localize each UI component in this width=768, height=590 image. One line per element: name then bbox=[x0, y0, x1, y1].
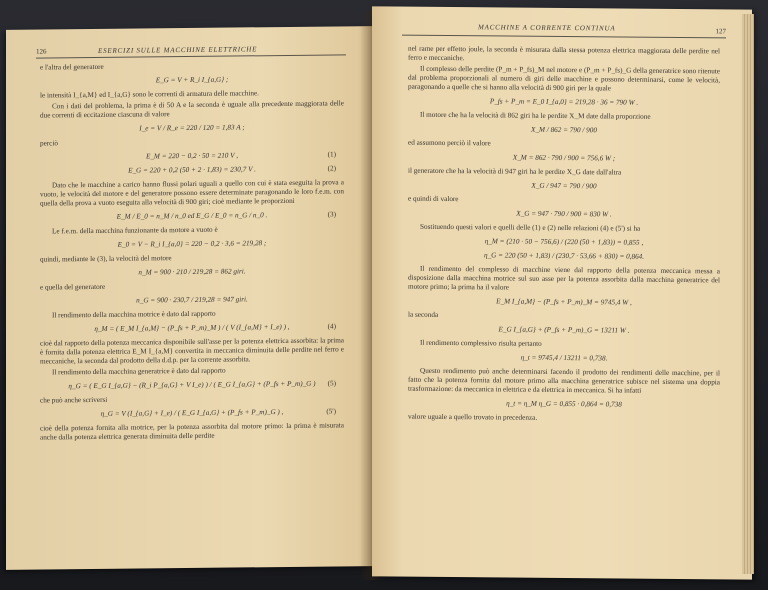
equation bbox=[40, 379, 344, 391]
equation bbox=[408, 325, 720, 337]
equation-text: E_M I_{a,M} − (P_fs + P_m)_M = 9745,4 W , bbox=[496, 297, 632, 307]
paragraph: nel rame per effetto joule, la seconda è misurata dalla stessa potenza elettrica maggiorata delle perdite nel ferro e meccaniche. bbox=[408, 44, 720, 63]
paragraph: Dato che le macchine a carico hanno flussi polari uguali a quello con cui è stata eseguita la prova a vuoto, le velocità del motore e del generatore possono essere determinate paragonando le loro f.e.m. con quella della prova a vuoto eseguita alla velocità di 900 giri; cioè mediante le proporzioni bbox=[40, 178, 344, 208]
page-edges bbox=[742, 14, 754, 574]
equation bbox=[40, 266, 344, 278]
equation-number: (1) bbox=[327, 150, 336, 159]
equation-text: E_G I_{a,G} + (P_fs + P_m)_G = 13211 W . bbox=[498, 325, 630, 335]
paragraph: quindi, mediante le (3), la velocità del motore bbox=[40, 254, 172, 264]
equation-text: P_fs + P_m = E_0 I_{a,0} = 219,28 · 36 = 790 W . bbox=[489, 97, 639, 107]
left-page-header bbox=[36, 44, 346, 58]
equation-text: η_M = ( E_M I_{a,M} − (P_fs + P_m)_M ) / ( V (I_{a,M} + I_e) ) , bbox=[94, 322, 290, 333]
paragraph: Il rendimento complessivo risulta pertanto bbox=[420, 338, 542, 348]
equation bbox=[40, 74, 344, 86]
equation bbox=[40, 164, 344, 176]
paragraph: perciò bbox=[40, 139, 58, 148]
equation-number: (4) bbox=[327, 322, 336, 331]
equation-text: η_G = ( E_G I_{a,G} − (R_i P_{a,G} + V I_e) ) / ( E_G I_{a,G} + (P_fs + P_m)_G ) bbox=[68, 379, 316, 391]
equation-text: η_M = (210 · 50 − 756,6) / (220 (50 + 1,83)) = 0,855 , bbox=[484, 237, 644, 247]
equation-text: η_t = η_M η_G = 0,855 · 0,864 = 0,738 bbox=[506, 399, 622, 409]
equation bbox=[40, 210, 344, 222]
equation bbox=[408, 237, 720, 249]
paragraph: Con i dati del problema, la prima è di 50 A e la seconda è uguale alla precedente maggiorata delle due correnti di eccitazione ciascuna di valore bbox=[40, 99, 344, 120]
equation-text: I_e = V / R_e = 220 / 120 = 1,83 A ; bbox=[139, 123, 245, 133]
equation bbox=[408, 153, 720, 165]
paragraph: ed assumono perciò il valore bbox=[408, 138, 491, 148]
equation-text: n_G = 900 · 230,7 / 219,28 = 947 giri. bbox=[136, 295, 248, 305]
paragraph: valore uguale a quello trovato in precedenza. bbox=[408, 412, 538, 422]
equation bbox=[408, 125, 720, 137]
paragraph: cioè della potenza fornita alla motrice, per la potenza assorbita dal motore primo: la prima è misurata anche dalla potenza elettrica generata diminuita delle perdite bbox=[40, 421, 344, 442]
equation-number: (5) bbox=[327, 379, 336, 388]
left-running-title: ESERCIZI SULLE MACCHINE ELETTRICHE bbox=[98, 45, 258, 55]
equation-text: η_G = 220 (50 + 1,83) / (230,7 · 53,66 + 830) = 0,864. bbox=[483, 251, 645, 261]
equation bbox=[408, 181, 720, 193]
paragraph: e quella del generatore bbox=[40, 282, 106, 292]
right-running-title: MACCHINE A CORRENTE CONTINUA bbox=[478, 23, 616, 33]
paragraph: e quindi di valore bbox=[408, 194, 459, 204]
equation bbox=[408, 297, 720, 309]
equation-text: E_M / E_0 = n_M / n_0 ed E_G / E_0 = n_G / n_0 . bbox=[116, 211, 268, 221]
paragraph: Il motore che ha la velocità di 862 giri ha le perdite X_M date dalla proporzione bbox=[420, 110, 651, 121]
equation-text: E_0 = V − R_i I_{a,0} = 220 − 0,2 · 3,6 = 219,28 ; bbox=[117, 239, 267, 249]
paragraph: e l'altra del generatore bbox=[40, 62, 104, 72]
paragraph: la seconda bbox=[408, 310, 439, 319]
equation-number: (5') bbox=[326, 407, 336, 416]
paragraph: Il rendimento della macchina motrice è dato dal rapporto bbox=[52, 309, 216, 320]
paragraph: Il complesso delle perdite (P_m + P_fs)_M nel motore e (P_m + P_fs)_G della generatrice sono ritenute dal problema proporzionali al numero di giri delle macchine e possono determinarsi, come le velocità, paragonando a quelle che si hanno alla velocità di 900 giri per la quale bbox=[408, 64, 720, 93]
equation bbox=[40, 238, 344, 250]
equation-number: (3) bbox=[327, 210, 336, 219]
equation bbox=[40, 294, 344, 306]
equation-text: η_G = V (I_{a,G} + I_e) / ( E_G I_{a,G} + (P_fs + P_m)_G ) , bbox=[100, 408, 284, 418]
equation bbox=[40, 150, 344, 162]
paragraph: le intensità I_{a,M} ed I_{a,G} sono le correnti di armatura delle macchine. bbox=[40, 89, 259, 100]
left-page-text bbox=[40, 60, 344, 549]
equation-text: X_M = 862 · 790 / 900 = 756,6 W ; bbox=[512, 153, 616, 163]
left-page bbox=[6, 26, 372, 570]
equation bbox=[408, 353, 720, 365]
paragraph: Il rendimento della macchina generatrice è dato dal rapporto bbox=[52, 366, 226, 377]
equation-text: η_t = 9745,4 / 13211 = 0,738. bbox=[520, 353, 608, 363]
equation-text: E_G = 220 + 0,2 (50 + 2 · 1,83) = 230,7 V . bbox=[128, 165, 256, 175]
equation-number: (2) bbox=[327, 164, 336, 173]
paragraph: cioè dal rapporto della potenza meccanica disponibile sull'asse per la potenza elettrica assorbita: la prima è fornita dalla potenza elettrica E_M I_{a,M} convertita in meccanica diminuita delle perdite nel ferro e meccaniche, la seconda dal prodotto della d.d.p. per la corrente assorbita. bbox=[40, 336, 344, 366]
right-page-number: 127 bbox=[715, 27, 726, 36]
equation-text: n_M = 900 · 210 / 219,28 = 862 giri. bbox=[138, 267, 246, 277]
equation bbox=[40, 407, 344, 419]
equation bbox=[40, 122, 344, 134]
right-page-text bbox=[408, 45, 720, 560]
equation bbox=[408, 97, 720, 109]
paragraph: il generatore che ha la velocità di 947 giri ha le perdite X_G date dall'altra bbox=[408, 166, 622, 177]
equation bbox=[408, 251, 720, 263]
equation-text: E_G = V + R_i I_{a,G} ; bbox=[155, 75, 229, 85]
equation-text: X_G = 947 · 790 / 900 = 830 W . bbox=[516, 209, 612, 219]
paragraph: Il rendimento del complesso di macchine viene dal rapporto della potenza meccanica messa a disposizione dalla macchina motrice sul suo asse per la potenza assorbita dalla macchina generatrice del motore primo; la prima ha il valore bbox=[408, 264, 720, 292]
paragraph: Sostituendo questi valori e quelli delle (1) e (2) nelle relazioni (4) e (5') si ha bbox=[420, 222, 641, 233]
paragraph: Le f.e.m. della macchina funzionante da motore a vuoto è bbox=[52, 225, 218, 236]
right-page bbox=[372, 6, 752, 579]
equation bbox=[408, 209, 720, 221]
equation-text: E_M = 220 − 0,2 · 50 = 210 V , bbox=[145, 151, 239, 161]
right-page-header bbox=[402, 25, 726, 39]
paragraph: Questo rendimento può anche determinarsi facendo il prodotto dei rendimenti delle macchine, per il fatto che la potenza fornita dal motore primo alla macchina generatrice subisce nel sistema una doppia trasformazione: da meccanica in elettrica e da elettrica in meccanica. Si ha infatti bbox=[408, 366, 720, 395]
paragraph: che può anche scriversi bbox=[40, 395, 108, 405]
equation-text: X_G / 947 = 790 / 900 bbox=[531, 181, 597, 191]
equation bbox=[408, 399, 720, 411]
equation bbox=[40, 322, 344, 334]
equation-text: X_M / 862 = 790 / 900 bbox=[531, 125, 597, 135]
left-page-number: 126 bbox=[36, 47, 47, 56]
